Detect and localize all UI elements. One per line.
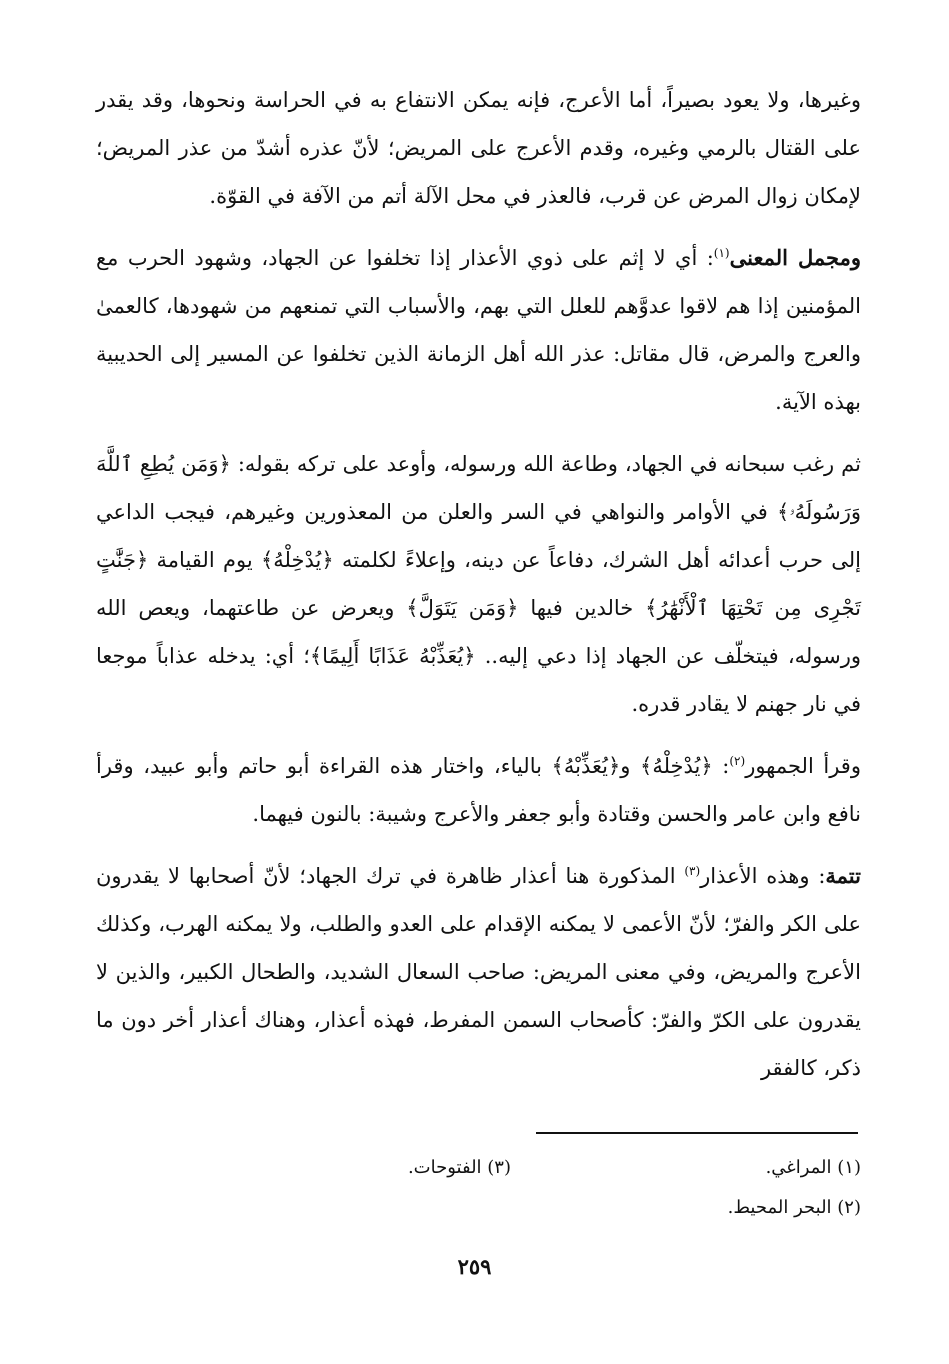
paragraph-5-heading: تتمة: [825, 863, 861, 888]
main-text: [96, 76, 861, 1106]
paragraph-3: [96, 440, 861, 728]
footnote-ref-3: (٣): [684, 864, 701, 878]
footnote-1: (١) المراغي.: [765, 1157, 861, 1178]
paragraph-2-text: : أي لا إثم على ذوي الأعذار إذا تخلفوا عن الجهاد، وشهود الحرب مع المؤمنين إذا هم لاقوا عدوَّهم للعلل التي بهم، والأسباب التي تمنعهم من شهودها، كالعمىٰ والعرج والمرض، قال مقاتل: عذر الله أهل الزمانة الذين تخلفوا عن المسير إلى الحديبية بهذه الآية.: [96, 246, 861, 414]
paragraph-2: [96, 234, 861, 426]
paragraph-4-text: : ﴿يُدْخِلْهُ﴾ و﴿يُعَذِّبْهُ﴾ بالياء، واختار هذه القراءة أبو حاتم وأبو عبيد، وقرأ نافع وابن عامر والحسن وقتادة وأبو جعفر والأعرج وشيبة: بالنون فيهما.: [96, 754, 861, 826]
footnote-separator: [536, 1132, 858, 1134]
paragraph-5-text: المذكورة هنا أعذار ظاهرة في ترك الجهاد؛ لأنّ أصحابها لا يقدرون على الكر والفرّ؛ لأنّ الأعمى لا يمكنه الإقدام على العدو والطلب، ولا يمكنه الهرب، وكذلك الأعرج والمريض، وفي معنى المريض: صاحب السعال الشديد، والطحال الكبير، والذين لا يقدرون على الكرّ والفرّ: كأصحاب السمن المفرط، فهذه أعذار، وهناك أعذار أخر دون ما ذكر، كالفقر: [96, 864, 861, 1080]
footnote-ref-1: (١): [713, 246, 730, 260]
paragraph-2-heading: ومجمل المعنى: [729, 245, 861, 270]
footnotes: [96, 1148, 861, 1228]
paragraph-1-text: وغيرها، ولا يعود بصيراً، أما الأعرج، فإنه يمكن الانتفاع به في الحراسة ونحوها، وقد يقدر على القتال بالرمي وغيره، وقدم الأعرج على المريض؛ لأنّ عذره أشدّ من عذر المريض؛ لإمكان زوال المرض عن قرب، فالعذر في محل الآلة أتم من الآفة في القوّة.: [96, 88, 861, 208]
footnote-row-1: [96, 1148, 861, 1188]
paragraph-5: [96, 852, 861, 1092]
paragraph-1: [96, 76, 861, 220]
footnote-2: (٢) البحر المحيط.: [727, 1197, 861, 1218]
paragraph-5-mid: : وهذه الأعذار: [700, 864, 826, 888]
footnote-row-2: [96, 1188, 861, 1228]
page-number: ٢٥٩: [457, 1254, 492, 1279]
paragraph-4: [96, 742, 861, 838]
paragraph-3-text: ثم رغب سبحانه في الجهاد، وطاعة الله ورسوله، وأوعد على تركه بقوله: ﴿وَمَن يُطِعِ ٱللَّهَ وَرَسُولَهُۥ﴾ في الأوامر والنواهي في السر والعلن من المعذورين وغيرهم، فيجب الداعي إلى حرب أعدائه أهل الشرك، دفاعاً عن دينه، وإعلاءً لكلمته ﴿يُدْخِلْهُ﴾ يوم القيامة ﴿جَنَّٰتٍ تَجْرِى مِن تَحْتِهَا ٱلْأَنْهَٰرُ﴾ خالدين فيها ﴿وَمَن يَتَوَلَّ﴾ ويعرض عن طاعتهما، ويعص الله ورسوله، فيتخلّف عن الجهاد إذا دعي إليه.. ﴿يُعَذِّبْهُ عَذَابًا أَلِيمًا﴾؛ أي: يدخله عذاباً موجعا في نار جهنم لا يقادر قدره.: [96, 452, 861, 716]
footnote-ref-2: (٢): [729, 754, 746, 768]
footnote-3: (٣) الفتوحات.: [407, 1157, 511, 1178]
paragraph-4-start: وقرأ الجمهور: [745, 754, 861, 778]
